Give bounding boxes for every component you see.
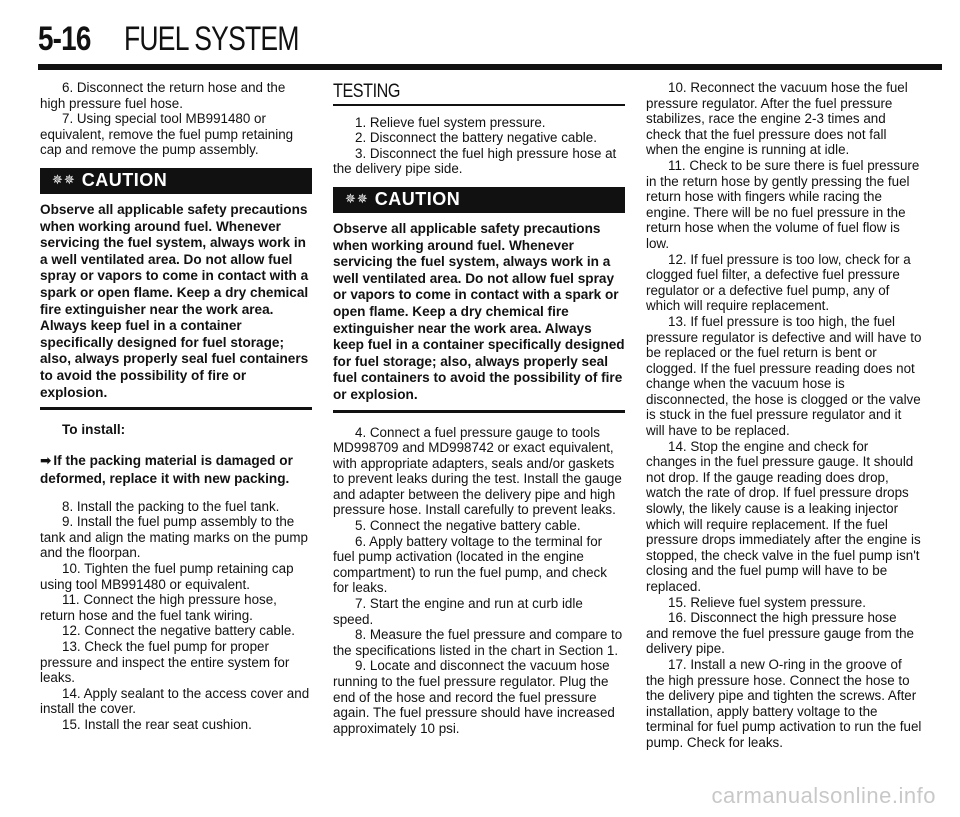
column-1 <box>40 80 312 733</box>
step-8: 8. Install the packing to the fuel tank. <box>62 498 280 514</box>
test-step-16: 16. Disconnect the high pressure hose and remove the fuel pressure gauge from the delivery pipe. <box>646 610 914 657</box>
test-step-6: 6. Apply battery voltage to the terminal for fuel pump activation (located in the engine compartment) to run the fuel pump, and check for leaks. <box>333 533 607 596</box>
watermark: carmanualsonline.info <box>711 783 936 808</box>
test-step-9: 9. Locate and disconnect the vacuum hose running to the fuel pressure regulator. Plug the end of the hose and record the fuel pressure again. The fuel pressure should have increased approximately 10 psi. <box>333 658 615 736</box>
caution-end-rule <box>40 407 312 410</box>
step-10: 10. Tighten the fuel pump retaining cap using tool MB991480 or equivalent. <box>40 561 294 592</box>
header-rule <box>38 64 942 70</box>
test-step-15: 15. Relieve fuel system pressure. <box>668 594 866 610</box>
test-step-12: 12. If fuel pressure is too low, check for a clogged fuel filter, a defective fuel pressure regulator or a defective fuel pump, any of which will require replacement. <box>646 251 911 314</box>
caution-banner <box>40 168 312 194</box>
step-12: 12. Connect the negative battery cable. <box>62 623 296 639</box>
caution-end-rule-2 <box>333 410 625 413</box>
packing-note <box>40 452 312 487</box>
test-step-8: 8. Measure the fuel pressure and compare to the specifications listed in the chart in Section 1. <box>333 627 623 658</box>
caution-banner-2 <box>333 187 625 213</box>
test-step-14: 14. Stop the engine and check for changes in the fuel pressure gauge. It should not drop. If the gauge reading does drop, watch the rate of drop. If fuel pressure drops slowly, the likely cause is a leaking injector which will require replacement. If the fuel pressure drops immediately after the engine is stopped, the check valve in the fuel pump isn't closing and the fuel pump will have to be replaced. <box>646 438 921 594</box>
step-13: 13. Check the fuel pump for proper pressure and inspect the entire system for leaks. <box>40 639 290 686</box>
to-install-heading: To install: <box>62 422 126 438</box>
caution-label: CAUTION <box>81 170 168 191</box>
test-step-11: 11. Check to be sure there is fuel pressure in the return hose by gently pressing the fuel return hose with fingers while racing the engine. There will be no fuel pressure in the return hose when the volume of fuel flow is low. <box>646 157 920 251</box>
caution-text: Observe all applicable safety precautions when working around fuel. Whenever servicing the fuel system, always work in a well ventilated area. Do not allow fuel spray or vapors to come in contact with a spark or open flame. Keep a dry chemical fire extinguisher near the work area. Always keep fuel in a container specifically designed for fuel storage; also, always properly seal fuel containers to avoid the possibility of fire or explosion. <box>40 201 309 400</box>
note-arrow-icon: ➡ <box>40 452 52 469</box>
caution-star-icon-2: ✵✵ <box>345 192 369 208</box>
step-15: 15. Install the rear seat cushion. <box>62 717 252 732</box>
caution-text-2: Observe all applicable safety precautions when working around fuel. Whenever servicing the fuel system, always work in a well ventilated area. Do not allow fuel spray or vapors to come in contact with a spark or open flame. Keep a dry chemical fire extinguisher near the work area. Always keep fuel in a container specifically designed for fuel storage; also, always properly seal fuel containers to avoid the possibility of fire or explosion. <box>333 220 625 402</box>
test-step-2: 2. Disconnect the battery negative cable. <box>355 130 597 146</box>
section-title: FUEL SYSTEM <box>124 20 299 58</box>
test-step-10: 10. Reconnect the vacuum hose the fuel pressure regulator. After the fuel pressure stabilizes, race the engine 2-3 times and check that the fuel pressure does not fall when the engine is running at idle. <box>646 80 908 158</box>
page-header <box>38 14 942 64</box>
test-step-17: 17. Install a new O-ring in the groove of the high pressure hose. Connect the hose to the delivery pipe and tighten the screws. After installation, apply battery voltage to the terminal for fuel pump activation to run the fuel pump. Check for leaks. <box>646 656 922 750</box>
column-2 <box>333 80 625 736</box>
test-step-4: 4. Connect a fuel pressure gauge to tools MD998709 and MD998742 or exact equivalent, with appropriate adapters, seals and/or gaskets to prevent leaks during the test. Install the gauge and adapter between the delivery pipe and high pressure hose. Install carefully to prevent leaks. <box>333 424 622 518</box>
step-14: 14. Apply sealant to the access cover and install the cover. <box>40 685 310 717</box>
testing-heading: TESTING <box>333 81 401 102</box>
test-step-1: 1. Relieve fuel system pressure. <box>355 114 546 130</box>
page-number: 5-16 <box>38 20 91 58</box>
test-step-3: 3. Disconnect the fuel high pressure hose at the delivery pipe side. <box>333 145 617 177</box>
test-step-5: 5. Connect the negative battery cable. <box>355 518 581 534</box>
step-9: 9. Install the fuel pump assembly to the tank and align the mating marks on the pump and the floorpan. <box>40 514 308 561</box>
column-3 <box>646 80 922 751</box>
packing-note-text: If the packing material is damaged or deformed, replace it with new packing. <box>40 452 293 486</box>
caution-label-2: CAUTION <box>374 189 461 210</box>
test-step-7: 7. Start the engine and run at curb idle speed. <box>333 596 583 627</box>
testing-rule <box>333 104 625 106</box>
step-6: 6. Disconnect the return hose and the high pressure fuel hose. <box>40 80 286 111</box>
test-step-13: 13. If fuel pressure is too high, the fuel pressure regulator is defective and will have to be replaced or the fuel return is bent or clogged. If the fuel pressure reading does not change when the vacuum hose is disconnected, the hose is clogged or the valve is stuck in the fuel pressure regulator and it will have to be replaced. <box>646 313 922 439</box>
caution-star-icon: ✵✵ <box>52 173 76 189</box>
step-7: 7. Using special tool MB991480 or equivalent, remove the fuel pump retaining cap and remove the pump assembly. <box>40 111 294 158</box>
step-11: 11. Connect the high pressure hose, return hose and the fuel tank wiring. <box>40 592 277 623</box>
